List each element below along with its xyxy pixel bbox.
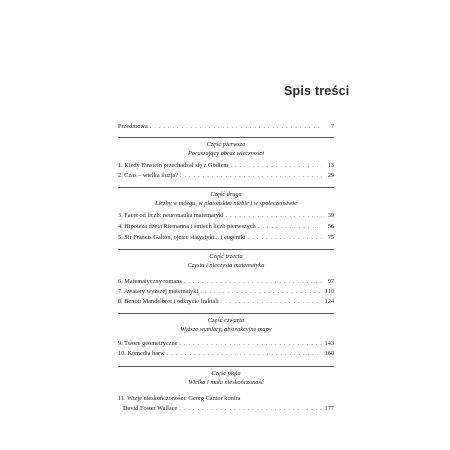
part-divider — [118, 137, 334, 138]
toc-entry — [118, 222, 334, 231]
leader-dots — [184, 277, 322, 286]
leader-dots — [179, 339, 322, 348]
entry-page: 29 — [327, 172, 334, 179]
part-subtitle: Poruszający obraz wieczności — [188, 150, 264, 157]
leader-dots — [248, 233, 322, 242]
entry-label: 7. Awatary wyższej matematyki — [118, 288, 199, 295]
entry-label: 4. Hipoteza dzeta Riemanna i śmiech liczb pierwszych — [118, 223, 256, 230]
part-subtitle: Wyższe wymiary, abstrakcyjne mapy — [180, 326, 272, 333]
entry-page: 97 — [327, 278, 334, 285]
toc-entry — [118, 287, 334, 296]
entry-label: 11. Wizje nieskończoności: Georg Cantor kontra — [118, 395, 241, 402]
leader-dots — [167, 349, 322, 358]
part-heading: Część druga — [210, 191, 242, 198]
entry-label: Przedmowa — [118, 123, 148, 130]
part-divider — [118, 313, 334, 314]
entry-page: 56 — [327, 223, 334, 230]
entry-label: 10. Komedia barw — [118, 350, 165, 357]
toc-entry-preface — [118, 122, 334, 131]
entry-label: 9. Twory geometryczne — [118, 340, 178, 347]
entry-page: 110 — [324, 288, 334, 295]
part-heading: Część czwarta — [207, 317, 245, 324]
part-heading: Część trzecia — [209, 253, 243, 260]
toc-entry — [118, 297, 334, 306]
toc-entry — [118, 171, 334, 180]
entry-page: 7 — [330, 123, 334, 130]
part-subtitle: Liczby w mózgu, w platońskim niebie i w społeczeństwie — [155, 200, 297, 207]
entry-label: 3. Facet od liczb: neuronauka matematyki — [118, 212, 224, 219]
page-title: Spis treści — [284, 84, 350, 98]
leader-dots — [180, 171, 322, 180]
toc-entry — [118, 349, 334, 358]
entry-page: 39 — [327, 212, 334, 219]
leader-dots — [200, 287, 322, 296]
entry-page: 124 — [324, 298, 334, 305]
part-divider — [118, 249, 334, 250]
entry-page: 177 — [324, 405, 334, 412]
part-subtitle: Wielka i mała nieskończoność — [188, 379, 264, 386]
leader-dots — [221, 297, 322, 306]
leader-dots — [150, 122, 322, 131]
leader-dots — [179, 404, 322, 413]
entry-label: 6. Matematyczny romans — [118, 278, 182, 285]
entry-label: 5. Sir Francis Galton, ojciec statystyki... i eugeniki — [118, 234, 246, 241]
toc-entry — [118, 161, 334, 170]
entry-page: 75 — [327, 234, 334, 241]
part-divider — [118, 187, 334, 188]
leader-dots — [226, 211, 322, 220]
entry-label: David Foster Wallace — [123, 405, 178, 412]
toc-entry — [118, 233, 334, 242]
toc-entry — [118, 404, 334, 413]
entry-label: 8. Benoit Mandelbrot i odkrycie fraktali — [118, 298, 219, 305]
entry-label: 1. Kiedy Einstein przechadzał się z Gödlem — [118, 162, 229, 169]
entry-page: 160 — [324, 350, 334, 357]
entry-label: 2. Czas – wielka iluzja? — [118, 172, 178, 179]
part-heading: Część piąta — [211, 370, 241, 377]
entry-page: 143 — [324, 340, 334, 347]
part-subtitle: Czysta i nieczysta matematyka — [187, 262, 265, 269]
toc-entry — [118, 211, 334, 220]
toc-entry — [118, 339, 334, 348]
part-heading: Część pierwsza — [206, 141, 246, 148]
leader-dots — [230, 161, 322, 170]
leader-dots — [258, 222, 322, 231]
part-divider — [118, 366, 334, 367]
entry-page: 13 — [327, 162, 334, 169]
toc-entry — [118, 277, 334, 286]
toc-entry — [118, 394, 334, 403]
